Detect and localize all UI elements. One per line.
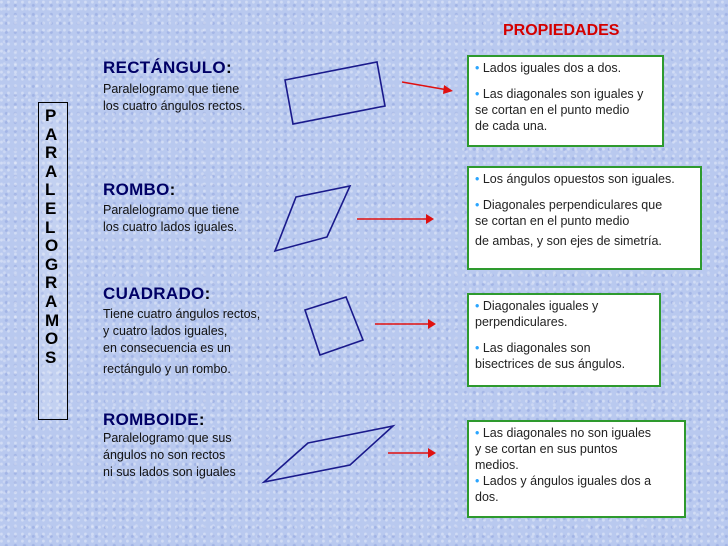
property-text: bisectrices de sus ángulos. [475, 357, 626, 371]
romboid-desc-line: Paralelogramo que sus [103, 431, 232, 445]
vertical-letter: R [45, 143, 58, 163]
bullet-icon: • [475, 87, 483, 101]
bullet-icon: • [475, 198, 483, 212]
rectangle-name: RECTÁNGULO [103, 58, 226, 77]
property-text: Las diagonales son [482, 341, 591, 355]
arrow-square [375, 319, 436, 329]
rhombus-title [103, 180, 176, 200]
property-text: Diagonales iguales y [482, 299, 599, 313]
property-item [475, 197, 694, 213]
properties-heading: PROPIEDADES [503, 22, 620, 39]
property-text: de cada una. [475, 119, 548, 133]
property-text: de ambas, y son ejes de simetría. [475, 234, 662, 248]
property-text: Diagonales perpendiculares que [482, 198, 663, 212]
property-text: dos. [475, 490, 499, 504]
property-text: Lados iguales dos a dos. [482, 61, 622, 75]
rectangle-desc-line: los cuatro ángulos rectos. [103, 99, 246, 113]
property-item [475, 425, 678, 441]
square-title [103, 284, 211, 304]
square-name: CUADRADO [103, 284, 205, 303]
romboid-title [103, 410, 205, 430]
square-desc-line: rectángulo y un rombo. [103, 362, 231, 376]
property-text: perpendiculares. [475, 315, 568, 329]
bullet-icon: • [475, 172, 483, 186]
rectangle-title [103, 58, 232, 78]
romboid-desc-line: ni sus lados son iguales [103, 465, 236, 479]
vertical-letter: R [45, 273, 58, 293]
square-desc-line: Tiene cuatro ángulos rectos, [103, 307, 261, 321]
bullet-icon: • [475, 299, 483, 313]
vertical-word-box [38, 102, 68, 420]
vertical-letter: S [45, 347, 57, 367]
property-text: Los ángulos opuestos son iguales. [482, 172, 675, 186]
romboid-colon: : [198, 410, 205, 429]
property-item [475, 60, 656, 76]
property-text: se cortan en el punto medio [475, 214, 630, 228]
property-text: medios. [475, 458, 519, 472]
rhombus-shape [275, 186, 350, 251]
bullet-icon: • [475, 341, 483, 355]
romboid-properties [467, 420, 686, 518]
property-item [475, 298, 653, 314]
vertical-letter: P [45, 106, 57, 125]
romboid-description [103, 430, 236, 481]
property-text: se cortan en el punto medio [475, 103, 630, 117]
property-text: y se cortan en sus puntos [475, 442, 618, 456]
rhombus-desc-line: Paralelogramo que tiene [103, 203, 240, 217]
vertical-letter: A [45, 291, 58, 311]
vertical-letter: E [45, 198, 57, 218]
property-item [475, 473, 678, 489]
rectangle-description [103, 81, 245, 115]
rectangle-colon: : [225, 58, 232, 77]
arrow-rhombus [357, 214, 434, 224]
vertical-letter: O [45, 236, 59, 256]
vertical-letter: O [45, 329, 59, 349]
square-shape [305, 297, 363, 355]
square-properties [467, 293, 661, 387]
square-desc-line: en consecuencia es un [103, 341, 231, 355]
property-text: Las diagonales son iguales y [482, 87, 644, 101]
vertical-letter: M [45, 310, 60, 330]
square-colon: : [204, 284, 211, 303]
bullet-icon: • [475, 426, 483, 440]
romboid-desc-line: ángulos no son rectos [103, 448, 226, 462]
romboid-shape [264, 426, 393, 482]
vertical-letter: A [45, 161, 58, 181]
property-item [475, 171, 694, 187]
square-desc-line: y cuatro lados iguales, [103, 324, 228, 338]
vertical-letter: A [45, 124, 58, 144]
property-item [475, 340, 653, 356]
property-text: Las diagonales no son iguales [482, 426, 652, 440]
rhombus-description [103, 202, 239, 236]
property-text: Lados y ángulos iguales dos a [482, 474, 652, 488]
romboid-name: ROMBOIDE [103, 410, 199, 429]
property-item [475, 86, 656, 102]
vertical-letter: L [45, 217, 56, 237]
arrow-rectangle [402, 82, 453, 94]
rhombus-colon: : [169, 180, 176, 199]
rectangle-shape [285, 62, 385, 124]
rectangle-properties [467, 55, 664, 147]
rhombus-desc-line: los cuatro lados iguales. [103, 220, 238, 234]
vertical-letter: L [45, 180, 56, 200]
rhombus-properties [467, 166, 702, 270]
square-description [103, 306, 260, 378]
rectangle-desc-line: Paralelogramo que tiene [103, 82, 240, 96]
bullet-icon: • [475, 61, 483, 75]
rhombus-name: ROMBO [103, 180, 170, 199]
arrow-romboid [388, 448, 436, 458]
vertical-letter: G [45, 254, 59, 274]
bullet-icon: • [475, 474, 483, 488]
